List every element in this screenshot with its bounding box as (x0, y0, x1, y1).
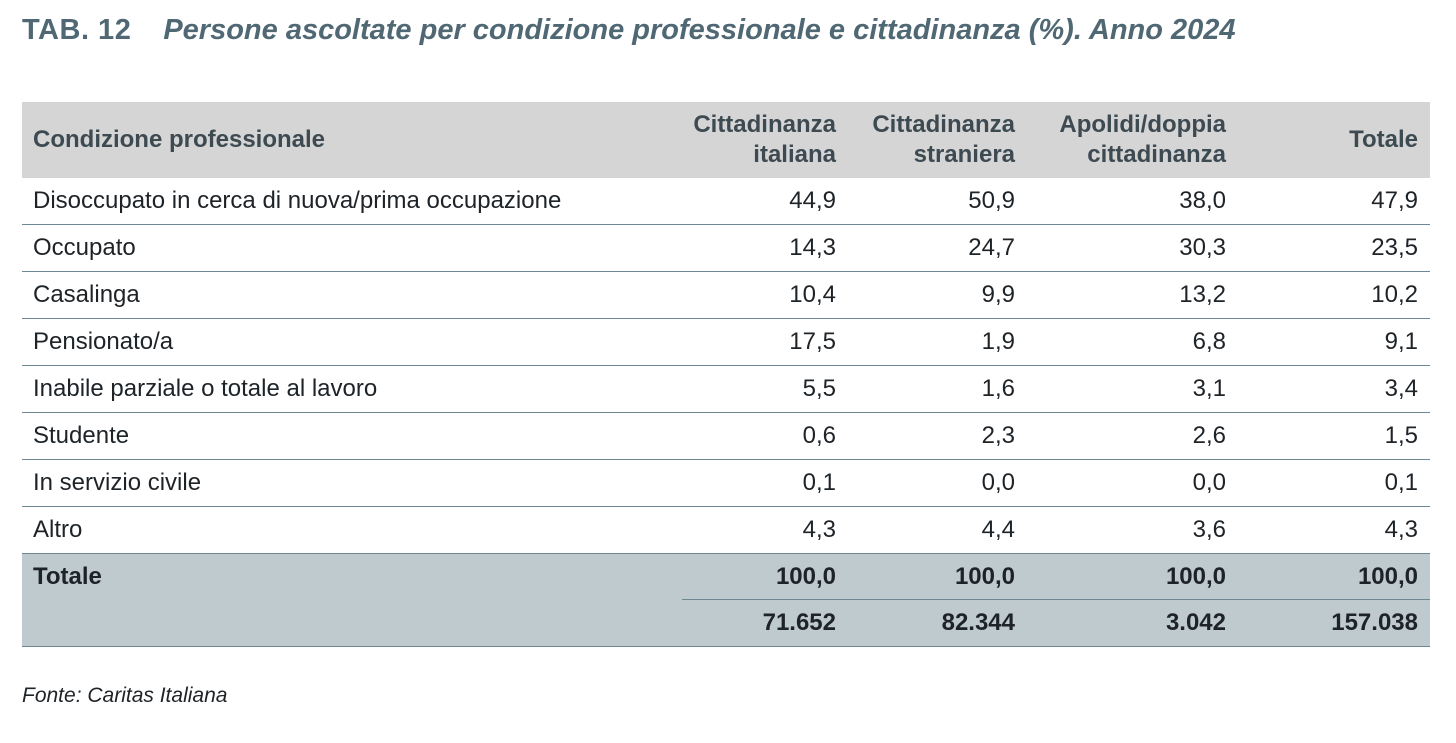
row-label: Studente (22, 413, 682, 460)
cell-total: 47,9 (1238, 178, 1430, 225)
table-number: TAB. 12 (22, 14, 132, 46)
total-row-label: Totale (22, 554, 682, 600)
cell-total: 9,1 (1238, 319, 1430, 366)
cell-italian: 17,5 (682, 319, 848, 366)
table-row (22, 413, 1430, 460)
cell-italian: 44,9 (682, 178, 848, 225)
cell-stateless-dual: 3,6 (1027, 507, 1238, 554)
row-label: In servizio civile (22, 460, 682, 507)
cell-foreign: 1,6 (848, 366, 1027, 413)
cell-stateless-dual: 30,3 (1027, 225, 1238, 272)
table-row (22, 460, 1430, 507)
cell-foreign: 9,9 (848, 272, 1027, 319)
total-total: 100,0 (1238, 554, 1430, 600)
row-label: Disoccupato in cerca di nuova/prima occupazione (22, 178, 682, 225)
table-caption (22, 14, 1236, 47)
column-header-condition: Condizione professionale (22, 102, 682, 178)
cell-italian: 5,5 (682, 366, 848, 413)
table-row (22, 507, 1430, 554)
count-total: 157.038 (1238, 600, 1430, 647)
total-foreign: 100,0 (848, 554, 1027, 600)
total-row (22, 554, 1430, 600)
total-stateless-dual: 100,0 (1027, 554, 1238, 600)
cell-foreign: 50,9 (848, 178, 1027, 225)
count-row (22, 600, 1430, 647)
cell-foreign: 2,3 (848, 413, 1027, 460)
cell-total: 3,4 (1238, 366, 1430, 413)
cell-italian: 10,4 (682, 272, 848, 319)
row-label: Altro (22, 507, 682, 554)
cell-italian: 0,6 (682, 413, 848, 460)
cell-total: 23,5 (1238, 225, 1430, 272)
data-table (22, 102, 1430, 647)
row-label: Pensionato/a (22, 319, 682, 366)
cell-stateless-dual: 0,0 (1027, 460, 1238, 507)
table-row (22, 366, 1430, 413)
row-label: Casalinga (22, 272, 682, 319)
count-row-label (22, 600, 682, 647)
cell-foreign: 24,7 (848, 225, 1027, 272)
cell-stateless-dual: 13,2 (1027, 272, 1238, 319)
cell-stateless-dual: 6,8 (1027, 319, 1238, 366)
table-row (22, 225, 1430, 272)
header-row (22, 102, 1430, 178)
table-row (22, 272, 1430, 319)
count-foreign: 82.344 (848, 600, 1027, 647)
cell-total: 1,5 (1238, 413, 1430, 460)
count-italian: 71.652 (682, 600, 848, 647)
total-italian: 100,0 (682, 554, 848, 600)
cell-total: 4,3 (1238, 507, 1430, 554)
table-row (22, 178, 1430, 225)
cell-stateless-dual: 2,6 (1027, 413, 1238, 460)
column-header-stateless-dual: Apolidi/doppia cittadinanza (1027, 102, 1238, 178)
source-note: Fonte: Caritas Italiana (22, 684, 228, 707)
cell-foreign: 4,4 (848, 507, 1027, 554)
table-row (22, 319, 1430, 366)
cell-italian: 0,1 (682, 460, 848, 507)
table-title: Persone ascoltate per condizione professionale e cittadinanza (%). Anno 2024 (163, 14, 1236, 46)
cell-italian: 4,3 (682, 507, 848, 554)
row-label: Occupato (22, 225, 682, 272)
cell-total: 10,2 (1238, 272, 1430, 319)
cell-italian: 14,3 (682, 225, 848, 272)
cell-foreign: 0,0 (848, 460, 1027, 507)
row-label: Inabile parziale o totale al lavoro (22, 366, 682, 413)
cell-stateless-dual: 3,1 (1027, 366, 1238, 413)
cell-total: 0,1 (1238, 460, 1430, 507)
count-stateless-dual: 3.042 (1027, 600, 1238, 647)
column-header-italian: Cittadinanza italiana (682, 102, 848, 178)
column-header-foreign: Cittadinanza straniera (848, 102, 1027, 178)
column-header-total: Totale (1238, 102, 1430, 178)
cell-foreign: 1,9 (848, 319, 1027, 366)
cell-stateless-dual: 38,0 (1027, 178, 1238, 225)
